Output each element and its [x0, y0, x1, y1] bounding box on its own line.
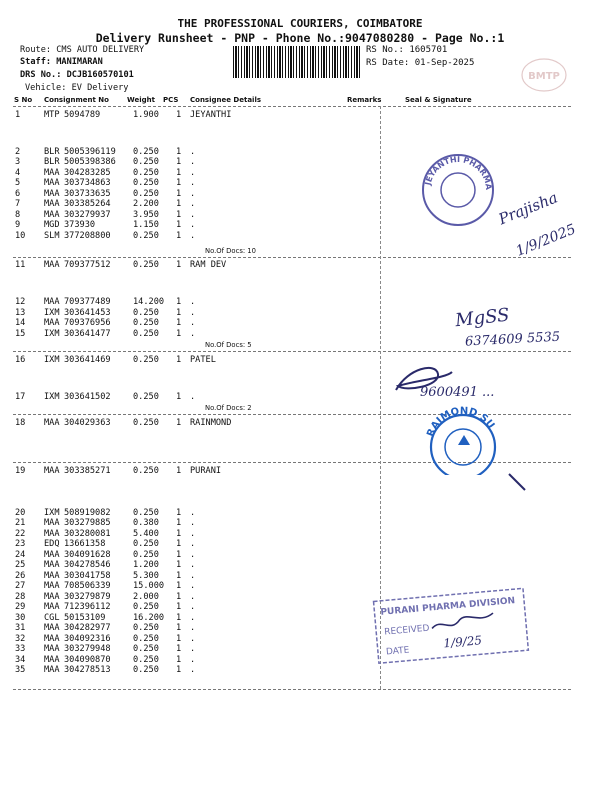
row-consignee: . — [190, 655, 196, 665]
row-pcs: 1 — [176, 297, 182, 307]
row-consignment-no: 304282977 — [64, 623, 111, 633]
row-pcs: 1 — [176, 189, 182, 199]
row-sno: 21 — [15, 518, 26, 528]
row-pcs: 1 — [176, 147, 182, 157]
rs-number: RS No.: 1605701 — [366, 45, 448, 55]
row-origin: MAA — [44, 178, 60, 188]
row-consignment-no: 709377489 — [64, 297, 111, 307]
row-origin: CGL — [44, 613, 60, 623]
row-consignee: . — [190, 392, 196, 402]
row-consignment-no: 303385271 — [64, 466, 111, 476]
doc-count-group3: No.Of Docs: 2 — [205, 404, 252, 412]
row-consignee: . — [190, 529, 196, 539]
row-sno: 20 — [15, 508, 26, 518]
row-origin: MAA — [44, 168, 60, 178]
row-pcs: 1 — [176, 260, 182, 270]
row-origin: MAA — [44, 260, 60, 270]
row-pcs: 1 — [176, 623, 182, 633]
route-label: Route: CMS AUTO DELIVERY — [20, 45, 145, 55]
row-weight: 2.200 — [133, 199, 159, 209]
svg-text:Prajisha: Prajisha — [495, 188, 561, 229]
row-sno: 16 — [15, 355, 26, 365]
row-consignment-no: 50153109 — [64, 613, 106, 623]
staff-label: Staff: MANIMARAN — [20, 57, 103, 67]
row-weight: 5.400 — [133, 529, 159, 539]
row-pcs: 1 — [176, 550, 182, 560]
row-sno: 27 — [15, 581, 26, 591]
row-consignment-no: 709376956 — [64, 318, 111, 328]
row-origin: MAA — [44, 297, 60, 307]
row-consignee: . — [190, 665, 196, 675]
row-sno: 5 — [15, 178, 21, 188]
row-weight: 0.250 — [133, 655, 159, 665]
row-sno: 34 — [15, 655, 26, 665]
col-consignee: Consignee Details — [190, 96, 262, 104]
row-weight: 15.000 — [133, 581, 165, 591]
row-origin: IXM — [44, 355, 60, 365]
row-weight: 0.250 — [133, 539, 159, 549]
corner-stamp — [520, 55, 570, 95]
row-sno: 10 — [15, 231, 26, 241]
row-sno: 6 — [15, 189, 21, 199]
row-origin: MAA — [44, 602, 60, 612]
row-consignment-no: 712396112 — [64, 602, 111, 612]
row-consignee: . — [190, 592, 196, 602]
row-weight: 0.250 — [133, 418, 159, 428]
row-origin: MAA — [44, 529, 60, 539]
row-consignment-no: 304092316 — [64, 634, 111, 644]
row-pcs: 1 — [176, 392, 182, 402]
row-weight: 0.250 — [133, 168, 159, 178]
row-sno: 22 — [15, 529, 26, 539]
row-origin: MAA — [44, 418, 60, 428]
row-consignee: PATEL — [190, 355, 216, 365]
svg-text:1/9/25: 1/9/25 — [442, 633, 483, 651]
signature-ramdev — [445, 295, 595, 350]
row-consignee: . — [190, 602, 196, 612]
row-pcs: 1 — [176, 220, 182, 230]
row-weight: 0.250 — [133, 550, 159, 560]
col-remarks: Remarks — [347, 96, 382, 104]
row-origin: MAA — [44, 199, 60, 209]
row-pcs: 1 — [176, 466, 182, 476]
row-consignment-no: 303733635 — [64, 189, 111, 199]
row-pcs: 1 — [176, 199, 182, 209]
row-pcs: 1 — [176, 529, 182, 539]
row-sno: 19 — [15, 466, 26, 476]
row-pcs: 1 — [176, 210, 182, 220]
doc-count-group2: No.Of Docs: 5 — [205, 341, 252, 349]
row-consignment-no: 304090870 — [64, 655, 111, 665]
row-origin: MAA — [44, 210, 60, 220]
row-consignee: . — [190, 571, 196, 581]
svg-text:DATE: DATE — [385, 645, 410, 658]
row-consignee: JEYANTHI — [190, 110, 232, 120]
row-pcs: 1 — [176, 539, 182, 549]
col-sno: S No — [14, 96, 33, 104]
header-divider — [13, 106, 571, 107]
row-consignee: . — [190, 634, 196, 644]
row-consignee: . — [190, 168, 196, 178]
vehicle-label: Vehicle: EV Delivery — [25, 83, 129, 93]
row-consignment-no: 303279937 — [64, 210, 111, 220]
row-origin: BLR — [44, 147, 60, 157]
row-consignment-no: 304278546 — [64, 560, 111, 570]
row-pcs: 1 — [176, 329, 182, 339]
row-pcs: 1 — [176, 355, 182, 365]
row-consignee: . — [190, 329, 196, 339]
row-weight: 14.200 — [133, 297, 165, 307]
row-weight: 0.250 — [133, 466, 159, 476]
row-origin: EDQ — [44, 539, 60, 549]
row-consignment-no: 373930 — [64, 220, 96, 230]
row-sno: 26 — [15, 571, 26, 581]
row-consignee: . — [190, 157, 196, 167]
col-weight: Weight — [127, 96, 155, 104]
row-sno: 2 — [15, 147, 21, 157]
row-weight: 1.900 — [133, 110, 159, 120]
row-origin: MAA — [44, 560, 60, 570]
col-seal: Seal & Signature — [405, 96, 472, 104]
row-consignee: . — [190, 581, 196, 591]
row-origin: MAA — [44, 518, 60, 528]
row-weight: 0.250 — [133, 318, 159, 328]
row-consignee: . — [190, 199, 196, 209]
row-pcs: 1 — [176, 418, 182, 428]
row-pcs: 1 — [176, 613, 182, 623]
row-sno: 23 — [15, 539, 26, 549]
row-pcs: 1 — [176, 602, 182, 612]
row-consignee: . — [190, 297, 196, 307]
row-sno: 29 — [15, 602, 26, 612]
row-pcs: 1 — [176, 168, 182, 178]
row-weight: 0.250 — [133, 623, 159, 633]
row-weight: 0.250 — [133, 634, 159, 644]
row-consignment-no: 303280081 — [64, 529, 111, 539]
row-pcs: 1 — [176, 581, 182, 591]
row-sno: 32 — [15, 634, 26, 644]
svg-text:RAIMOND SU: RAIMOND SU — [425, 405, 497, 439]
row-sno: 17 — [15, 392, 26, 402]
doc-count-group1: No.Of Docs: 10 — [205, 247, 256, 255]
svg-text:6374609 5535: 6374609 5535 — [464, 329, 561, 350]
row-sno: 4 — [15, 168, 21, 178]
row-pcs: 1 — [176, 644, 182, 654]
row-sno: 15 — [15, 329, 26, 339]
row-origin: MGD — [44, 220, 60, 230]
row-consignment-no: 304029363 — [64, 418, 111, 428]
row-origin: IXM — [44, 508, 60, 518]
row-weight: 0.250 — [133, 308, 159, 318]
row-weight: 0.250 — [133, 644, 159, 654]
row-consignee: RAM DEV — [190, 260, 227, 270]
row-consignee: . — [190, 308, 196, 318]
row-consignee: . — [190, 550, 196, 560]
signature-jeyanthi — [492, 180, 592, 260]
row-consignee: PURANI — [190, 466, 222, 476]
row-consignment-no: 303041758 — [64, 571, 111, 581]
row-pcs: 1 — [176, 318, 182, 328]
row-consignment-no: 303279879 — [64, 592, 111, 602]
row-origin: MTP — [44, 110, 60, 120]
row-consignment-no: 303641477 — [64, 329, 111, 339]
row-consignee: . — [190, 539, 196, 549]
row-consignment-no: 304091628 — [64, 550, 111, 560]
row-pcs: 1 — [176, 508, 182, 518]
row-pcs: 1 — [176, 308, 182, 318]
row-consignment-no: 13661358 — [64, 539, 106, 549]
row-consignee: . — [190, 613, 196, 623]
rs-date: RS Date: 01-Sep-2025 — [366, 58, 475, 68]
row-consignee: . — [190, 318, 196, 328]
row-consignment-no: 303279885 — [64, 518, 111, 528]
group-divider-1 — [13, 257, 571, 258]
row-pcs: 1 — [176, 560, 182, 570]
row-consignment-no: 303734863 — [64, 178, 111, 188]
row-consignee: . — [190, 189, 196, 199]
row-origin: MAA — [44, 571, 60, 581]
row-pcs: 1 — [176, 592, 182, 602]
row-sno: 25 — [15, 560, 26, 570]
row-origin: IXM — [44, 392, 60, 402]
row-consignment-no: 709377512 — [64, 260, 111, 270]
svg-text:BMTP: BMTP — [528, 71, 560, 82]
row-pcs: 1 — [176, 231, 182, 241]
row-consignee: . — [190, 210, 196, 220]
row-weight: 16.200 — [133, 613, 165, 623]
row-consignee: . — [190, 644, 196, 654]
row-weight: 5.300 — [133, 571, 159, 581]
raimond-seal — [420, 405, 510, 475]
row-weight: 3.950 — [133, 210, 159, 220]
row-sno: 13 — [15, 308, 26, 318]
row-consignment-no: 303279948 — [64, 644, 111, 654]
runsheet-title: Delivery Runsheet - PNP - Phone No.:9047080280 - Page No.:1 — [95, 31, 505, 45]
row-sno: 35 — [15, 665, 26, 675]
row-sno: 7 — [15, 199, 21, 209]
row-weight: 0.250 — [133, 178, 159, 188]
barcode — [233, 46, 360, 78]
row-sno: 9 — [15, 220, 21, 230]
row-consignment-no: 304283285 — [64, 168, 111, 178]
row-pcs: 1 — [176, 157, 182, 167]
drs-number: DRS No.: DCJB160570101 — [20, 70, 134, 80]
row-origin: MAA — [44, 592, 60, 602]
row-pcs: 1 — [176, 110, 182, 120]
row-consignment-no: 5005396119 — [64, 147, 116, 157]
row-origin: SLM — [44, 231, 60, 241]
row-sno: 24 — [15, 550, 26, 560]
row-pcs: 1 — [176, 571, 182, 581]
row-weight: 0.380 — [133, 518, 159, 528]
row-consignment-no: 377208800 — [64, 231, 111, 241]
row-origin: MAA — [44, 634, 60, 644]
row-pcs: 1 — [176, 634, 182, 644]
row-consignee: . — [190, 231, 196, 241]
row-weight: 0.250 — [133, 355, 159, 365]
row-origin: MAA — [44, 581, 60, 591]
row-weight: 0.250 — [133, 392, 159, 402]
svg-text:1/9/2025: 1/9/2025 — [513, 221, 579, 260]
row-origin: BLR — [44, 157, 60, 167]
row-pcs: 1 — [176, 518, 182, 528]
row-consignment-no: 5005398386 — [64, 157, 116, 167]
row-sno: 33 — [15, 644, 26, 654]
row-sno: 31 — [15, 623, 26, 633]
row-weight: 0.250 — [133, 602, 159, 612]
company-title: THE PROFESSIONAL COURIERS, COIMBATORE — [177, 17, 423, 30]
row-origin: MAA — [44, 644, 60, 654]
col-consignment: Consignment No — [44, 96, 109, 104]
raimond-tick-mark — [505, 470, 530, 495]
row-consignee: . — [190, 518, 196, 528]
row-sno: 30 — [15, 613, 26, 623]
svg-text:PURANI PHARMA DIVISION: PURANI PHARMA DIVISION — [380, 596, 516, 618]
row-consignment-no: 5094789 — [64, 110, 101, 120]
row-consignee: . — [190, 147, 196, 157]
row-pcs: 1 — [176, 178, 182, 188]
jeyanthi-pharma-seal — [418, 150, 498, 230]
row-weight: 0.250 — [133, 260, 159, 270]
row-consignee: . — [190, 508, 196, 518]
row-consignment-no: 303641469 — [64, 355, 111, 365]
purani-pharma-stamp — [370, 586, 550, 668]
row-consignment-no: 708506339 — [64, 581, 111, 591]
row-weight: 0.250 — [133, 189, 159, 199]
svg-text:RECEIVED: RECEIVED — [383, 623, 430, 638]
row-weight: 0.250 — [133, 147, 159, 157]
row-sno: 28 — [15, 592, 26, 602]
row-sno: 12 — [15, 297, 26, 307]
svg-text:JEYANTHI PHARMA: JEYANTHI PHARMA — [423, 154, 494, 191]
signature-patel — [388, 358, 558, 408]
row-weight: 0.250 — [133, 665, 159, 675]
row-consignment-no: 303641502 — [64, 392, 111, 402]
row-origin: MAA — [44, 466, 60, 476]
row-origin: MAA — [44, 665, 60, 675]
row-weight: 2.000 — [133, 592, 159, 602]
row-consignment-no: 303385264 — [64, 199, 111, 209]
row-origin: MAA — [44, 550, 60, 560]
row-origin: MAA — [44, 318, 60, 328]
row-origin: IXM — [44, 308, 60, 318]
row-consignment-no: 304278513 — [64, 665, 111, 675]
row-sno: 1 — [15, 110, 21, 120]
row-origin: MAA — [44, 655, 60, 665]
col-pcs: PCS — [163, 96, 179, 104]
row-origin: IXM — [44, 329, 60, 339]
row-consignee: . — [190, 178, 196, 188]
row-origin: MAA — [44, 623, 60, 633]
row-consignment-no: 508919082 — [64, 508, 111, 518]
footer-divider — [13, 689, 571, 690]
row-weight: 0.250 — [133, 231, 159, 241]
group-divider-2 — [13, 351, 571, 352]
row-weight: 0.250 — [133, 329, 159, 339]
row-origin: MAA — [44, 189, 60, 199]
row-consignment-no: 303641453 — [64, 308, 111, 318]
row-sno: 11 — [15, 260, 26, 270]
row-sno: 3 — [15, 157, 21, 167]
row-weight: 0.250 — [133, 508, 159, 518]
row-pcs: 1 — [176, 655, 182, 665]
svg-text:MgSS: MgSS — [454, 304, 511, 332]
row-consignee: . — [190, 623, 196, 633]
row-consignee: RAINMOND — [190, 418, 232, 428]
row-weight: 1.200 — [133, 560, 159, 570]
row-sno: 8 — [15, 210, 21, 220]
row-sno: 14 — [15, 318, 26, 328]
row-consignee: . — [190, 560, 196, 570]
svg-text:9600491 ...: 9600491 ... — [420, 385, 495, 400]
row-weight: 1.150 — [133, 220, 159, 230]
row-sno: 18 — [15, 418, 26, 428]
row-weight: 0.250 — [133, 157, 159, 167]
row-consignee: . — [190, 220, 196, 230]
row-pcs: 1 — [176, 665, 182, 675]
